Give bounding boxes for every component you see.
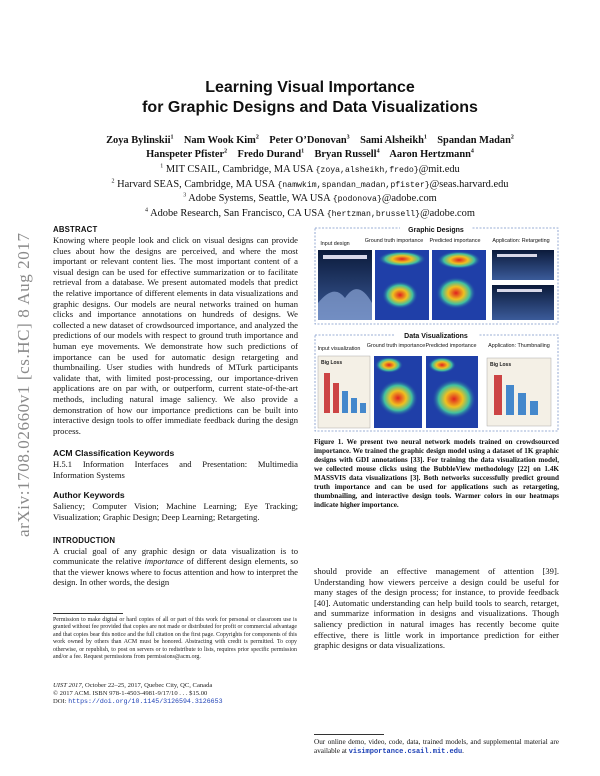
doi-label: DOI: (53, 698, 69, 706)
gd-col-input: Input design (320, 241, 350, 247)
author-name: Nam Wook Kim (183, 135, 256, 146)
affiliation-text: Adobe Research, San Francisco, CA USA (150, 207, 325, 219)
author-name: Fredo Durand (237, 148, 302, 160)
gd-col-ground-truth: Ground truth importance (364, 238, 424, 244)
author-name: Sami Alsheikh (360, 135, 424, 146)
gd-col-application: Application: Retargeting (492, 238, 550, 244)
arxiv-identifier: arXiv:1708.02660v1 [cs.HC] 8 Aug 2017 (14, 232, 33, 538)
gd-gt-blob-top (378, 251, 426, 267)
affiliation-3 (50, 192, 570, 207)
email-domain: @adobe.com (420, 207, 475, 219)
dv-thumb-bar (506, 385, 514, 415)
doi-link[interactable]: https://doi.org/10.1145/3126594.3126653 (68, 698, 223, 706)
dv-col-predicted: Predicted importance (425, 343, 477, 349)
affiliation-text: Harvard SEAS, Cambridge, MA USA (117, 178, 275, 190)
intro-text-b: of different design elements, so that the viewer knows where to focus attention and how to interpret the design. In other words, the design (53, 556, 298, 588)
dv-bar (324, 373, 330, 413)
dv-bar (360, 403, 366, 413)
intro-emphasis: importance (144, 556, 184, 567)
acm-heading: ACM Classification Keywords (53, 448, 175, 459)
dv-gt-blob-top (375, 357, 403, 373)
data-vis-label: Data Visualizations (404, 333, 468, 340)
keywords-heading: Author Keywords (53, 490, 125, 501)
intro-text-a: A crucial goal of any graphic design or data visualization is to communicate the relative (53, 545, 298, 567)
dv-bar (333, 383, 339, 413)
abstract-text: Knowing where people look and click on visual designs can provide clues about how the designs are perceived, and where the most important or relevant content lies. The most important content of a visual design can be used for effective summarization or to facilitate retrieval from a database. We present automated models that predict the relative importance of different elements in data visualizations and graphic designs. Our models are neural networks trained on human clicks and importance annotations on hundreds of designs. We collected a new dataset of crowdsourced importance, and analyzed the predictions of our models with respect to ground truth importance and human eye movements. We demonstrate how such predictions of importance can be used for automatic design retargeting and thumbnailing. User studies with hundreds of MTurk participants validate that, with limited post-processing, our importance-driven applications are on par with, or outperform, current state-of-the-art methods, including natural image saliency. We also provide a demonstration of how our importance predictions can be built into interactive design tools to offer immediate feedback during the design process. (53, 235, 298, 436)
author-sup: 4 (470, 148, 474, 155)
email-user: {podonova} (332, 195, 382, 204)
intro-text-left (53, 546, 298, 588)
gd-retarget-crop-title (497, 289, 542, 292)
email-domain: @mit.edu (418, 164, 460, 175)
conference-info (53, 682, 297, 707)
affiliation-sup: 4 (145, 207, 149, 214)
title-line-1: Learning Visual Importance (205, 79, 415, 96)
author-name: Hanspeter Pfister (146, 148, 225, 160)
dv-thumb-bar (518, 393, 526, 415)
gd-pred-blob-top (437, 251, 481, 269)
author-name: Spandan Madan (437, 135, 511, 146)
email-domain: @adobe.com (381, 193, 437, 204)
graphic-designs-label: Graphic Designs (408, 227, 464, 234)
dv-col-input: Input visualization (317, 346, 361, 352)
author-sup: 1 (423, 134, 427, 141)
dv-col-ground-truth: Ground truth importance (366, 343, 426, 349)
keywords-text: Saliency; Computer Vision; Machine Learning; Eye Tracking; Visualization; Graphic Design; Deep Learning; Retargeting. (53, 501, 298, 523)
abstract-heading: ABSTRACT (53, 225, 98, 234)
author-name: Peter O’Donovan (269, 135, 347, 146)
author-list (50, 134, 570, 161)
left-column (53, 225, 298, 588)
project-url-link[interactable]: visimportance.csail.mit.edu (348, 748, 463, 756)
author-name: Bryan Russell (314, 148, 377, 160)
title-line-2: for Graphic Designs and Data Visualizations (142, 99, 478, 116)
intro-heading: INTRODUCTION (53, 535, 116, 545)
affiliation-list (50, 163, 570, 221)
right-footnote-rule (314, 734, 384, 735)
permission-notice: Permission to make digital or hard copies of all or part of this work for personal or classroom use is granted without fee provided that copies are not made or distributed for profit or commercial advantage and that copies bear this notice and the full citation on the first page. Copyrights for components of this work owned by others than ACM must be honored. Abstracting with credit is permitted. To copy otherwise, or republish, to post on servers or to redistribute to lists, requires prior specific permission and/or a fee. Request permissions from permissions@acm.org. (53, 617, 297, 661)
dv-thumb-bar (530, 401, 538, 415)
figure-1-svg (314, 223, 559, 433)
dv-gt-blob-mid (378, 380, 418, 416)
gd-retarget-title (497, 254, 537, 257)
dv-thumb-bar (494, 375, 502, 415)
affiliation-sup: 1 (160, 163, 164, 170)
dv-bar (351, 398, 357, 413)
affiliation-sup: 2 (111, 178, 115, 185)
dv-bar (342, 391, 348, 413)
figure-1 (314, 223, 559, 433)
gd-gt-blob-mid (382, 281, 418, 309)
copyright-line: © 2017 ACM. ISBN 978-1-4503-4981-9/17/10 . . . $15.00 (53, 690, 208, 698)
author-sup: 1 (301, 148, 305, 155)
email-user: {hertzman,brussell} (326, 209, 421, 219)
dv-col-application: Application: Thumbnailing (488, 343, 550, 349)
footnote-rule (53, 613, 123, 614)
email-domain: @seas.harvard.edu (429, 178, 509, 190)
footnote-text: Our online demo, video, code, data, trained models, and supplemental material are available at (314, 738, 559, 755)
footnote-end: . (462, 747, 464, 755)
affiliation-sup: 3 (183, 192, 187, 199)
right-column-intro (314, 566, 559, 651)
gd-pred-blob-mid (436, 277, 476, 309)
dv-input-chart-title: Big Loss (321, 360, 343, 366)
author-sup: 2 (224, 148, 228, 155)
email-user: {zoya,alsheikh,fredo} (315, 166, 419, 175)
affiliation-1 (50, 163, 570, 178)
author-sup: 4 (376, 148, 380, 155)
author-sup: 2 (255, 134, 259, 141)
author-line-2 (50, 148, 570, 162)
author-line-1 (50, 134, 570, 148)
gd-col-predicted: Predicted importance (429, 238, 481, 244)
author-name: Aaron Hertzmann (389, 148, 471, 160)
venue-name: UIST 2017 (53, 682, 82, 689)
affiliation-2 (50, 178, 570, 193)
dv-pred-blob-top (428, 357, 456, 373)
affiliation-4 (50, 207, 570, 222)
intro-text-right: should provide an effective management of attention [39]. Understanding how viewers perceive a design could be useful for many stages of the design process; for instance, to provide feedback [40]. Automatic understanding can help build tools to search, retarget, and summarize information in designs and visualizations. Though saliency prediction in natural images has recently become quite effective, there is little work in importance prediction for either graphic designs or data visualizations. (314, 566, 559, 651)
venue-details: , October 22–25, 2017, Quebec City, QC, Canada (81, 682, 213, 689)
author-name: Zoya Bylinskii (106, 135, 171, 146)
dv-thumbnail-title: Big Loss (490, 362, 512, 368)
gd-input-title-block (323, 255, 367, 259)
author-sup: 2 (510, 134, 514, 141)
affiliation-text: Adobe Systems, Seattle, WA USA (188, 193, 331, 204)
figure-1-caption: Figure 1. We present two neural network models trained on crowdsourced importance. We trained the graphic design model using a dataset of 1K graphic designs with GDI annotations [33]. For training the data visualization model, we collected mouse clicks using the BubbleView methodology [22] on 1.4K MASSVIS data visualizations [3]. Both networks successfully predict ground truth importance and can be used for applications such as retargeting, thumbnailing, and interactive design tools. Warmer colors in our heatmaps indicate higher importance. (314, 438, 559, 509)
author-sup: 1 (170, 134, 174, 141)
dv-pred-blob-mid (432, 379, 476, 419)
right-footnote (314, 738, 559, 757)
paper-title (60, 78, 560, 118)
acm-text: H.5.1 Information Interfaces and Presentation: Multimedia Information Systems (53, 459, 298, 480)
email-user: {namwkim,spandan_madan,pfister} (277, 180, 430, 190)
affiliation-text: MIT CSAIL, Cambridge, MA USA (165, 164, 313, 175)
author-sup: 3 (346, 134, 350, 141)
